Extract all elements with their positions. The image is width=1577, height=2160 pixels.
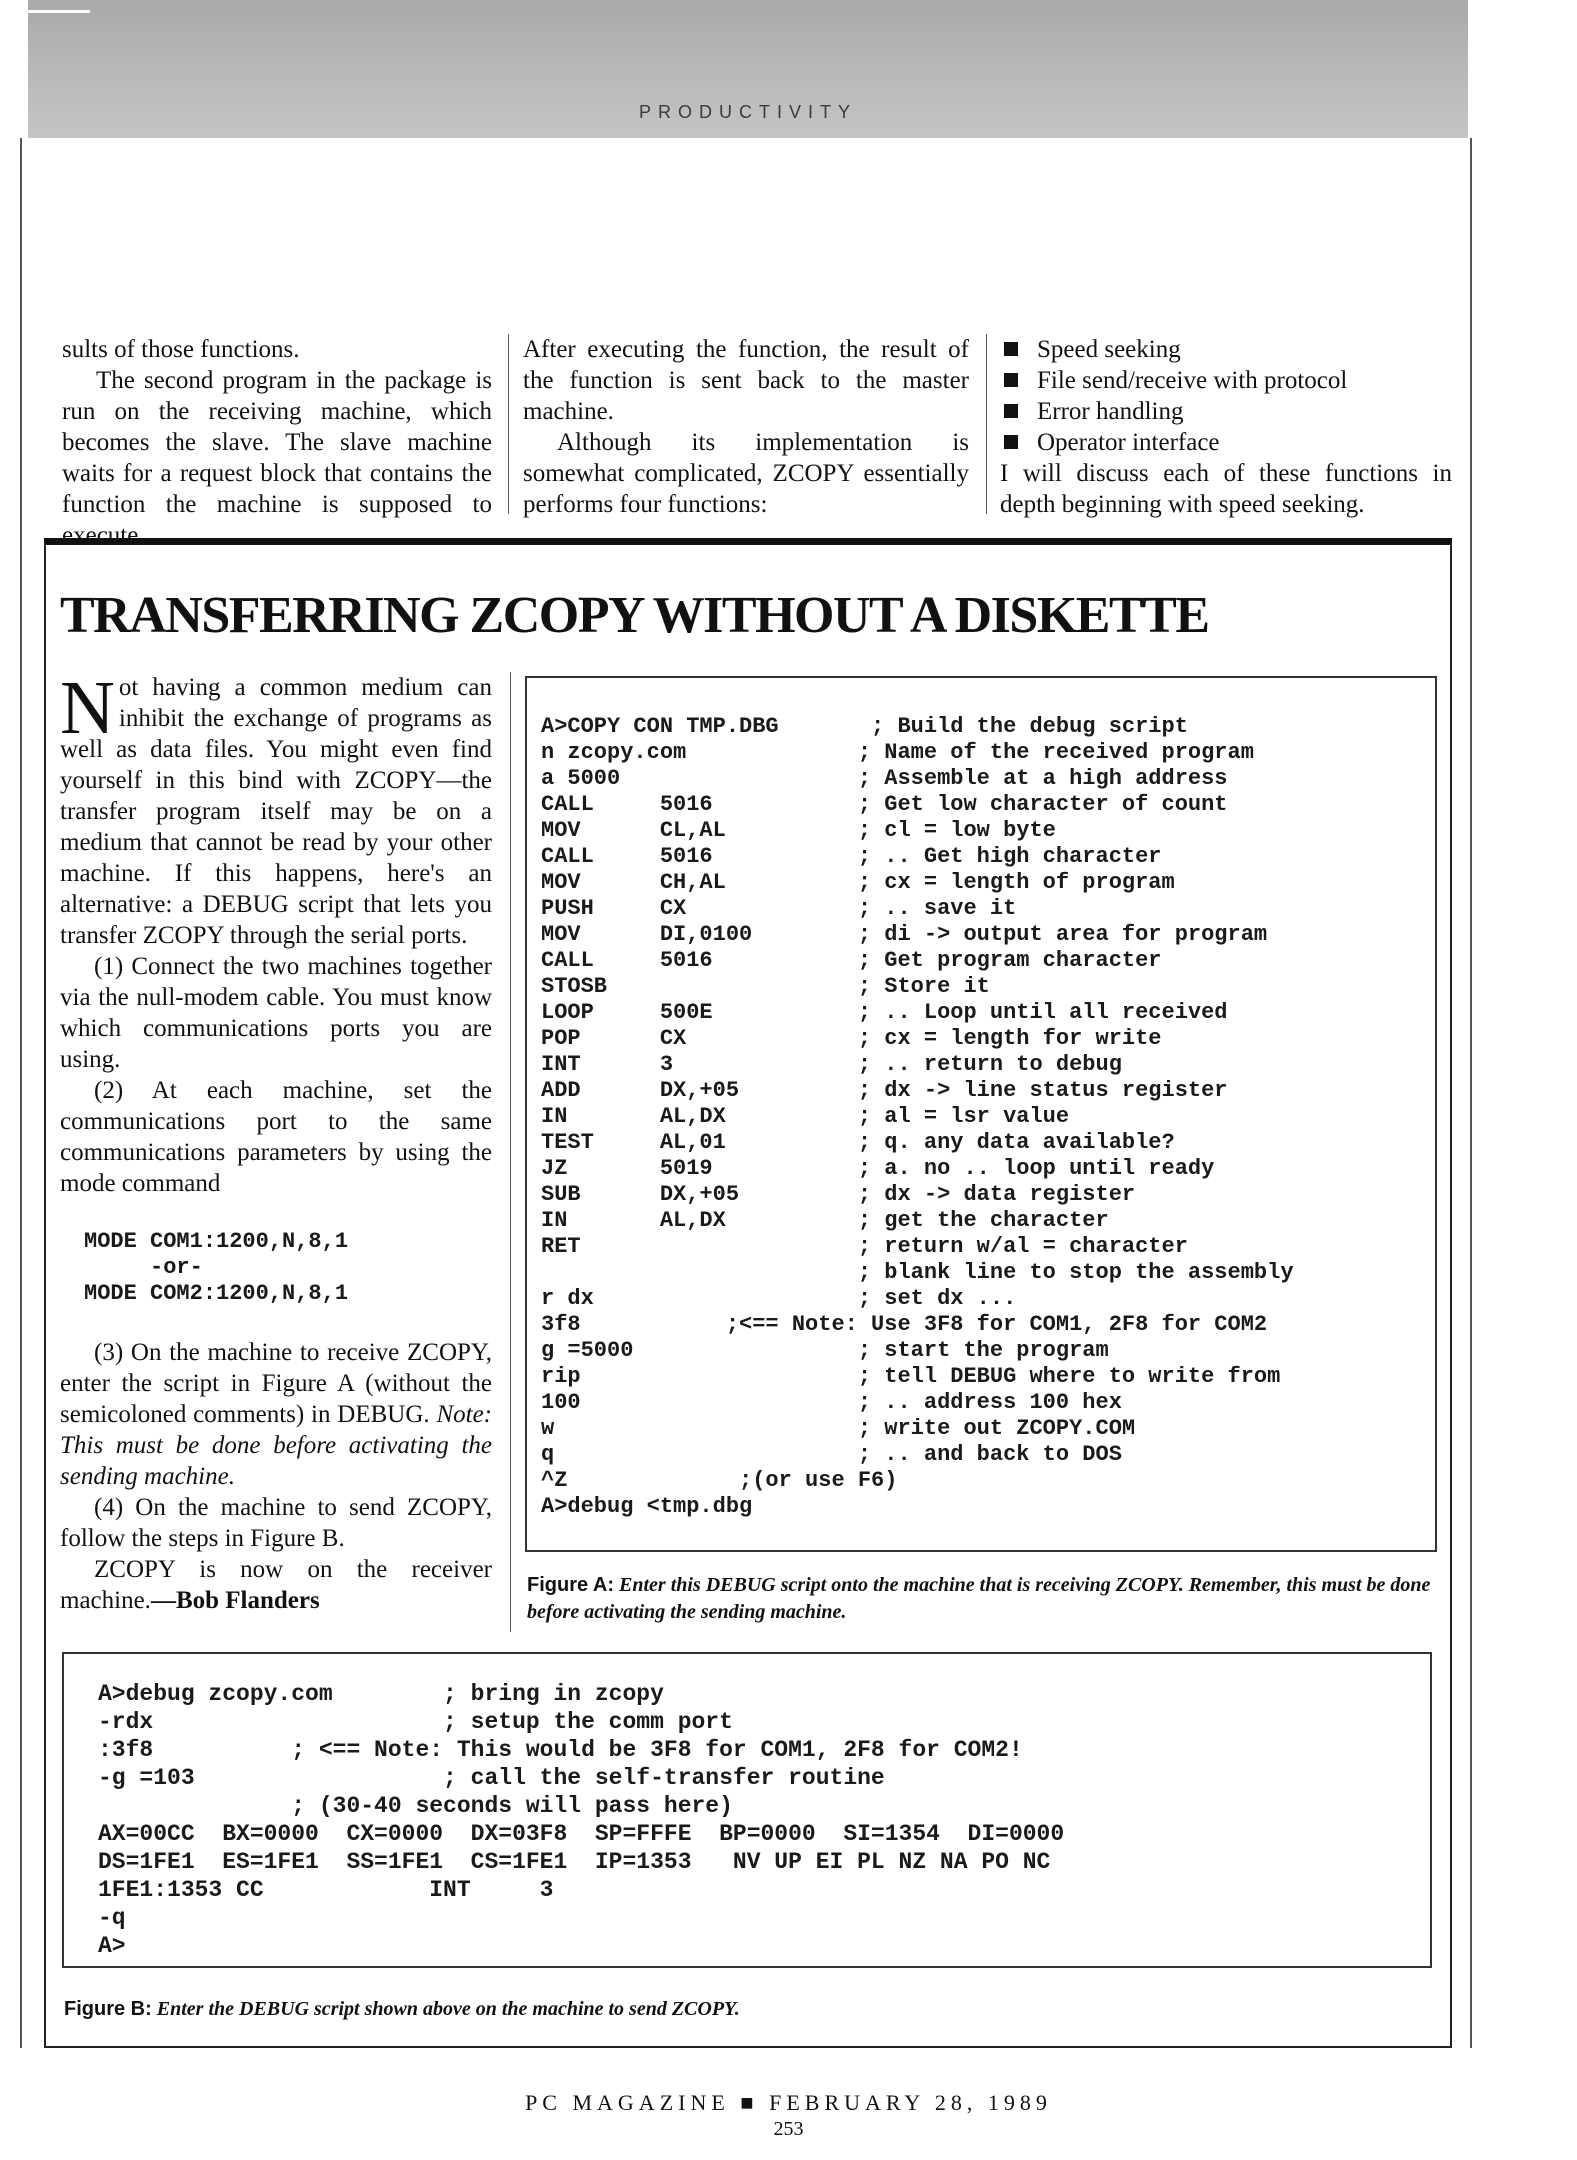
sidebar-text-column	[60, 666, 493, 1616]
step-3-note: Note: This must be done before activating the sending machine.	[60, 1401, 493, 1490]
body-column-1	[62, 334, 492, 551]
figure-a-label: Figure A:	[527, 1574, 615, 1596]
col2-paragraph-2: Although its implementation is somewhat complicated, ZCOPY essentially performs four functions:	[523, 429, 969, 518]
body-column-2	[523, 334, 969, 520]
figure-b-caption	[64, 1996, 1424, 2023]
figure-b-label: Figure B:	[64, 1998, 152, 2020]
page-number: 253	[773, 2118, 804, 2140]
figure-b-code: A>debug zcopy.com ; bring in zcopy -rdx ; setup the comm port :3f8 ; <== Note: This would be 3F8 for COM1, 2F8 for COM2! -g =103 ; call the self-transfer routine ; (30-40 seconds will pass here) AX=00CC BX=0000 CX=0000 DX=03F8 SP=FFFE BP=0000 SI=1354 DI=0000 DS=1FE1 ES=1FE1 SS=1FE1 CS=1FE1 IP=1353 NV UP EI PL NZ NA PO NC 1FE1:1353 CC INT 3 -q A>	[98, 1681, 1065, 1959]
figure-a-box	[525, 676, 1437, 1552]
figure-a-caption	[527, 1572, 1437, 1626]
figure-b-caption-text: Enter the DEBUG script shown above on the machine to send ZCOPY.	[156, 1998, 740, 2020]
step-2: (2) At each machine, set the communications port to the same communications parameters by using the mode command	[60, 1077, 492, 1197]
step-3: (3) On the machine to receive ZCOPY, enter the script in Figure A (without the semicoloned comments) in DEBUG. Note: This must be done before activating the sending machine.	[60, 1339, 493, 1490]
left-margin-rule	[20, 138, 22, 2048]
header-corner-rule	[0, 0, 90, 13]
sidebar-title: TRANSFERRING ZCOPY WITHOUT A DISKETTE	[60, 587, 1209, 644]
step-1: (1) Connect the two machines together via the null-modem cable. You must know which communications ports you are using.	[60, 953, 492, 1073]
footer-separator-icon: ■	[740, 2090, 759, 2115]
bullet-item: Error handling	[1000, 396, 1452, 427]
column-divider-2	[986, 334, 987, 514]
step-4: (4) On the machine to send ZCOPY, follow the steps in Figure B.	[60, 1494, 492, 1552]
publication-name: PC MAGAZINE	[525, 2090, 730, 2115]
figure-b-box	[62, 1652, 1432, 1968]
issue-date: FEBRUARY 28, 1989	[769, 2090, 1052, 2115]
figure-a-caption-text: Enter this DEBUG script onto the machine that is receiving ZCOPY. Remember, this must be done before activating the sending machine.	[527, 1574, 1431, 1623]
bullet-square-icon	[1004, 373, 1018, 387]
bullet-square-icon	[1004, 435, 1018, 449]
sidebar-intro-paragraph: Not having a common medium can inhibit the exchange of programs as well as data files. You might even find yourself in this bind with ZCOPY—the transfer program itself may be on a medium that cannot be read by your other machine. If this happens, here's an alternative: a DEBUG script that lets you transfer ZCOPY through the serial ports.	[60, 666, 492, 949]
bullet-square-icon	[1004, 404, 1018, 418]
col2-paragraph-1: After executing the function, the result of the function is sent back to the master machine.	[523, 336, 969, 425]
drop-cap: N	[60, 666, 115, 750]
sidebar-column-divider	[510, 672, 511, 1632]
right-margin-rule	[1470, 138, 1472, 2048]
bullet-item: Speed seeking	[1000, 334, 1452, 365]
col1-paragraph-2: The second program in the package is run on the receiving machine, which becomes the slave. The slave machine waits for a request block that contains the function the machine is supposed to execute.	[62, 367, 492, 549]
section-label: PRODUCTIVITY	[638, 102, 857, 122]
bullet-item: File send/receive with protocol	[1000, 365, 1452, 396]
column-divider-1	[508, 334, 509, 514]
bullet-square-icon	[1004, 342, 1018, 356]
body-column-3	[1000, 334, 1452, 520]
byline: —Bob Flanders	[150, 1587, 320, 1614]
figure-a-code: A>COPY CON TMP.DBG ; Build the debug script n zcopy.com ; Name of the received program a 5000 ; Assemble at a high address CALL 5016 ; Get low character of count MOV CL,AL ; cl = low byte CALL 5016 ; .. Get high character MOV CH,AL ; cx = length of program PUSH CX ; .. save it MOV DI,0100 ; di -> output area for program CALL 5016 ; Get program character STOSB ; Store it LOOP 500E ; .. Loop until all received POP CX ; cx = length for write INT 3 ; .. return to debug ADD DX,+05 ; dx -> line status register IN AL,DX ; al = lsr value TEST AL,01 ; q. any data available? JZ 5019 ; a. no .. loop until ready SUB DX,+05 ; dx -> data register IN AL,DX ; get the character RET ; return w/al = character ; blank line to stop the assembly r dx ; set dx ... 3f8 ;<== Note: Use 3F8 for COM1, 2F8 for COM2 g =5000 ; start the program rip ; tell DEBUG where to write from 100 ; .. address 100 hex w ; write out ZCOPY.COM q ; .. and back to DOS ^Z ;(or use F6) A>debug <tmp.dbg	[541, 714, 1294, 1519]
col1-paragraph-1: sults of those functions.	[62, 336, 300, 363]
page-footer	[0, 2090, 1577, 2116]
bullet-item: Operator interface	[1000, 427, 1452, 458]
mode-command-block: MODE COM1:1200,N,8,1 -or- MODE COM2:1200,N,8,1	[84, 1229, 349, 1306]
closing-line: ZCOPY is now on the receiver machine.—Bob Flanders	[60, 1556, 492, 1614]
col3-closing-paragraph: I will discuss each of these functions in depth beginning with speed seeking.	[1000, 460, 1452, 518]
